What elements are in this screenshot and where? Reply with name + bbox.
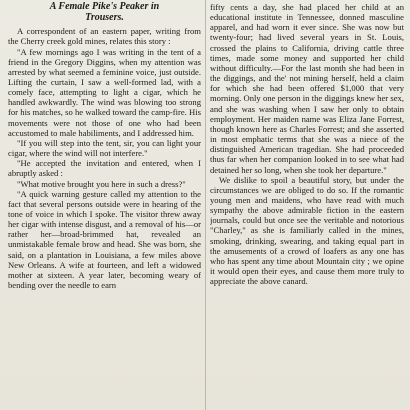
paragraph-tent-encounter: "A few mornings ago I was writing in the tent of a friend in the Gregory Diggins, when my attention was arrested by what seemed a feminine voice, just outside. Lifting the curtain, I saw a well-formed lad, with a comely face, attempting to light a cigar, which he handled awkwardly. The wind was blowing too strong for his matches, so he walked toward the camp-fire. His movements were not those of one who had been accustomed to male habiliments, and I addressed him.: [8, 46, 201, 138]
right-column: [210, 2, 404, 410]
paragraph-accepted: "He accepted the invitation and entered, when I abruptly asked :: [8, 158, 201, 179]
paragraph-invitation: "If you will step into the tent, sir, you can light your cigar, where the wind will not interfere.": [8, 137, 201, 159]
column-divider: [205, 0, 206, 410]
paragraph-question: "What motive brought you here in such a dress?": [17, 178, 186, 189]
paragraph-revelation: "A quick warning gesture called my attention to the fact that several persons outside were in hearing of the tone of voice in which I spoke. The visitor threw away her cigar with intense disgust, and a removal of his—or rather her—broad-brimmed hat, revealed an unmistakable female brow and head. She was born, she said, on a plantation in Louisiana, a few miles above New Orleans. A wife at fourteen, and left a widowed mother at sixteen. A year later, becoming weary of bending over the needle to earn: [8, 188, 201, 291]
left-column: [8, 2, 201, 410]
headline: [8, 2, 201, 23]
headline-line-1: A Female Pike's Peaker in: [49, 2, 160, 12]
paragraph-intro: A correspondent of an eastern paper, writing from the Cherry creek gold mines, relates this story :: [8, 26, 201, 47]
headline-line-2: Trousers.: [85, 11, 124, 23]
paragraph-editorial-comment: We dislike to spoil a beautiful story, but under the circumstances we are obliged to do so. If the romantic young men and maidens, who have read with much sympathy the above admirable fiction in the eastern journals, could but once see the veritable and notorious "Charley," as she is familiarly called in the mines, smoking, drinking, swearing, and taking equal part in the amusements of a crowd of loafers as any one has who has spent any time about Mountain city ; we opine it would open their eyes, and cause them more truly to appreciate the above canard.: [210, 174, 404, 287]
paragraph-continued-story: fifty cents a day, she had placed her child at an educational institute in Tennessee, donned masculine apparel, and had worn it ever since. She was now but twenty-four; had lived several years in St. Louis, crossed the plains to California, driving cattle three times, made some money and supported her child without difficulty.—For the last month she had been in the diggings, and the' not mining herself, held a claim for which she had been offered $1,000 that very morning. Only one person in the diggings knew her sex, and she was washing when I saw her only to obtain employment. Her maiden name was Eliza Jane Forrest, though known here as Charles Forrest; and she asserted in most emphatic terms that she was a niece of the distinguished American tragedian. She had proceeded thus far when her companion looked in to see what had detained her so long, when she took her departure.": [210, 2, 404, 175]
